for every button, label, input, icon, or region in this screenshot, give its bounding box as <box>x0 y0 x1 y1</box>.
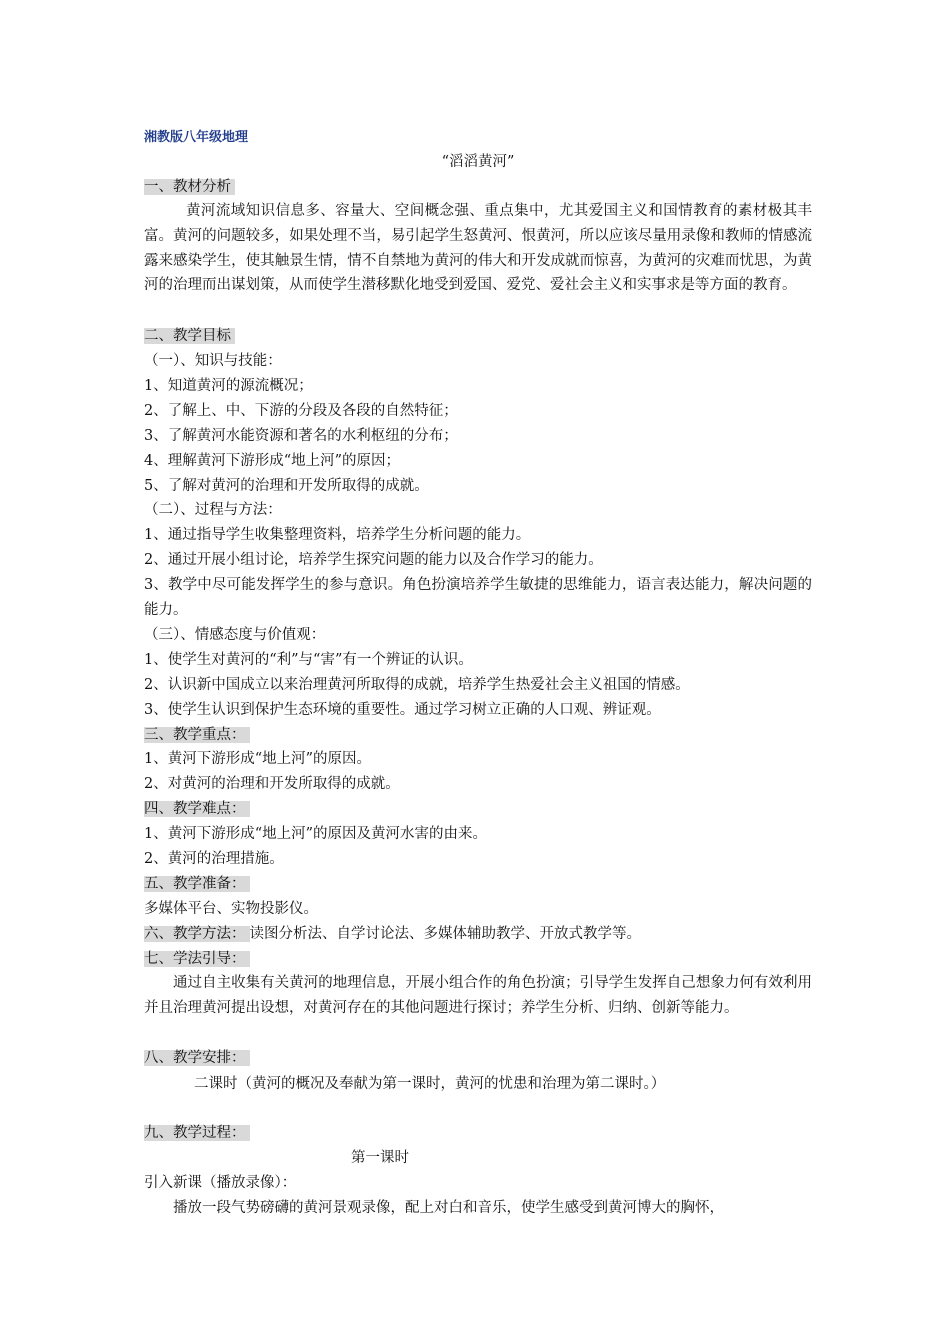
list-item: 1、黄河下游形成“地上河”的原因及黄河水害的由来。 <box>144 826 488 842</box>
section-heading-6: 六、教学方法： <box>144 926 250 942</box>
list-item: 1、通过指导学生收集整理资料，培养学生分析问题的能力。 <box>144 527 531 543</box>
list-item: 2、黄河的治理措施。 <box>144 851 284 867</box>
section-1-paragraph: 黄河流域知识信息多、容量大、空间概念强、重点集中，尤其爱国主义和国情教育的素材极其丰富。黄河的问题较多，如果处理不当，易引起学生怒黄河、恨黄河，所以应该尽量用录像和教师的情感流露来感染学生，使其触景生情，情不自禁地为黄河的伟大和开发成就而惊喜，为黄河的灾难而忧思，为黄河的治理而出谋划策，从而使学生潜移默化地受到爱国、爱党、爱社会主义和实事求是等方面的教育。 <box>144 203 812 294</box>
list-item: 2、认识新中国成立以来治理黄河所取得的成就，培养学生热爱社会主义祖国的情感。 <box>144 677 690 693</box>
subheading-process: （二）、过程与方法： <box>144 502 282 518</box>
list-item: 1、黄河下游形成“地上河”的原因。 <box>144 751 372 767</box>
list-item: 3、教学中尽可能发挥学生的参与意识。角色扮演培养学生敏捷的思维能力，语言表达能力，解决问题的能力。 <box>144 577 812 618</box>
publisher-label: 湘教版八年级地理 <box>144 130 249 145</box>
section-heading-9: 九、教学过程： <box>144 1123 250 1143</box>
list-item: 1、知道黄河的源流概况； <box>144 378 313 394</box>
list-item: 4、理解黄河下游形成“地上河”的原因； <box>144 453 401 469</box>
section-heading-4: 四、教学难点： <box>144 799 250 819</box>
intro-label: 引入新课（播放录像）： <box>144 1175 297 1191</box>
section-heading-1: 一、教材分析 <box>144 177 235 197</box>
section-6 <box>144 924 641 944</box>
subheading-attitude: （三）、情感态度与价值观： <box>144 627 326 643</box>
list-item: 1、使学生对黄河的“利”与“害”有一个辨证的认识。 <box>144 652 473 668</box>
list-item: 2、了解上、中、下游的分段及各段的自然特征； <box>144 403 458 419</box>
list-item: 5、了解对黄河的治理和开发所取得的成就。 <box>144 478 429 494</box>
list-item: 3、使学生认识到保护生态环境的重要性。通过学习树立正确的人口观、辨证观。 <box>144 702 661 718</box>
document-title: “滔滔黄河” <box>441 154 515 170</box>
section-7-paragraph: 通过自主收集有关黄河的地理信息，开展小组合作的角色扮演；引导学生发挥自己想象力何有效利用并且治理黄河提出设想，对黄河存在的其他问题进行探讨；养学生分析、归纳、创新等能力。 <box>144 975 812 1016</box>
lesson-title: 第一课时 <box>351 1150 409 1166</box>
list-item: 2、通过开展小组讨论，培养学生探究问题的能力以及合作学习的能力。 <box>144 552 603 568</box>
section-heading-2: 二、教学目标 <box>144 326 235 346</box>
section-6-text: 读图分析法、自学讨论法、多媒体辅助教学、开放式教学等。 <box>249 926 641 942</box>
section-heading-5: 五、教学准备： <box>144 874 250 894</box>
list-item: 3、了解黄河水能资源和著名的水利枢纽的分布； <box>144 428 458 444</box>
section-heading-7: 七、学法引导： <box>144 949 250 969</box>
section-heading-8: 八、教学安排： <box>144 1048 250 1068</box>
section-5-text: 多媒体平台、实物投影仪。 <box>144 901 318 917</box>
subheading-knowledge: （一）、知识与技能： <box>144 353 282 369</box>
section-8-text: 二课时（黄河的概况及奉献为第一课时，黄河的忧患和治理为第二课时。） <box>194 1076 666 1092</box>
list-item: 2、对黄河的治理和开发所取得的成就。 <box>144 776 400 792</box>
intro-text: 播放一段气势磅礴的黄河景观录像，配上对白和音乐，使学生感受到黄河博大的胸怀， <box>173 1200 724 1216</box>
section-heading-3: 三、教学重点： <box>144 725 250 745</box>
